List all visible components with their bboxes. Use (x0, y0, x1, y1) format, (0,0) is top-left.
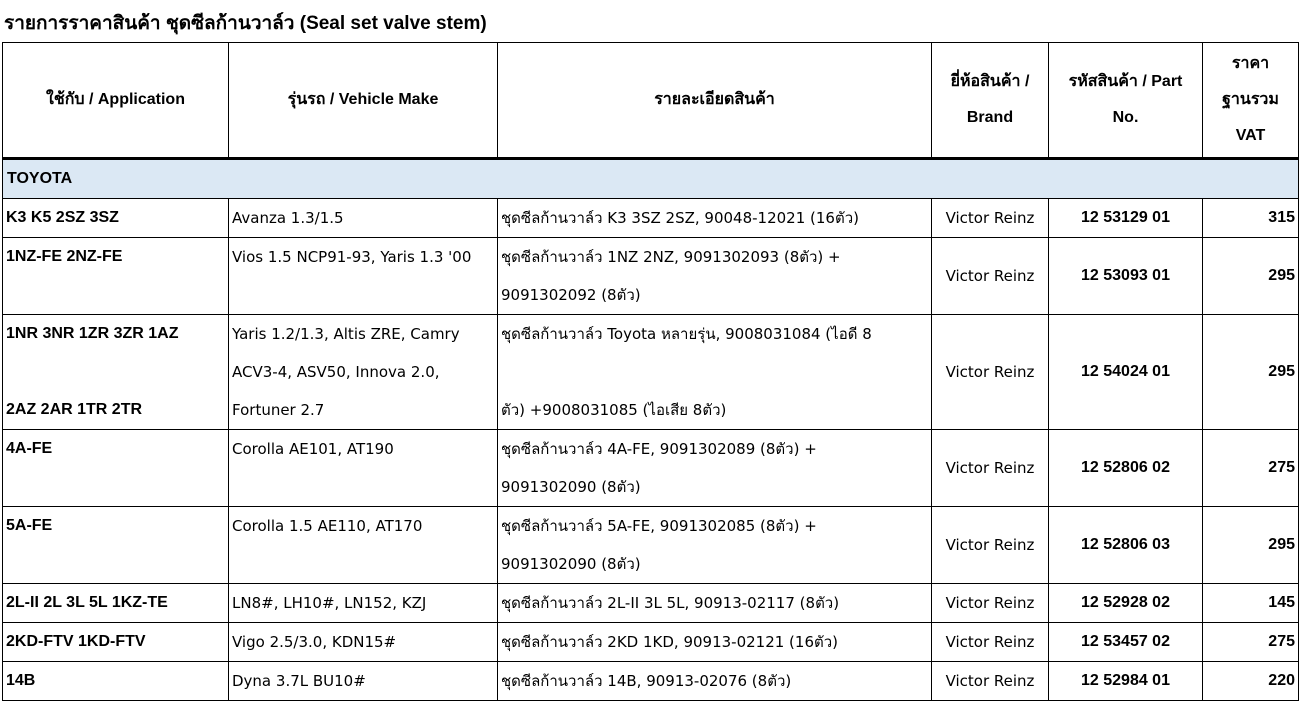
application-line-1: 5A-FE (6, 517, 53, 534)
cell-vehicle-make (229, 430, 498, 507)
vehicle-make-line-1: LN8#, LH10#, LN152, KZJ (232, 594, 427, 612)
header-vehicle-make: รุ่นรถ / Vehicle Make (229, 43, 498, 159)
header-price-line1: ราคา (1231, 55, 1270, 72)
cell-brand: Victor Reinz (932, 507, 1049, 584)
table-row (3, 430, 1299, 507)
cell-description (498, 199, 932, 238)
description-line-2 (501, 353, 928, 391)
cell-part-no: 12 52806 02 (1049, 430, 1203, 507)
cell-application (3, 584, 229, 623)
vehicle-make-line-1: Avanza 1.3/1.5 (232, 209, 344, 227)
cell-price: 315 (1203, 199, 1299, 238)
cell-part-no: 12 52806 03 (1049, 507, 1203, 584)
application-line-1: 1NR 3NR 1ZR 3ZR 1AZ (6, 325, 179, 342)
description-line-1: ชุดซีลก้านวาล์ว 2KD 1KD, 90913-02121 (16ตัว) (501, 633, 839, 651)
description-line-1: ชุดซีลก้านวาล์ว Toyota หลายรุ่น, 9008031084 (ไอดี 8 (501, 325, 872, 343)
cell-description (498, 584, 932, 623)
vehicle-make-line-1: Yaris 1.2/1.3, Altis ZRE, Camry (232, 325, 460, 343)
description-line-2: 9091302090 (8ตัว) (501, 555, 641, 573)
cell-part-no: 12 52928 02 (1049, 584, 1203, 623)
description-line-1: ชุดซีลก้านวาล์ว 5A-FE, 9091302085 (8ตัว) + (501, 517, 817, 535)
cell-description (498, 623, 932, 662)
cell-brand: Victor Reinz (932, 623, 1049, 662)
vehicle-make-line-1: Vios 1.5 NCP91-93, Yaris 1.3 '00 (232, 248, 472, 266)
header-brand-line2: Brand (966, 109, 1014, 126)
cell-vehicle-make (229, 584, 498, 623)
header-description: รายละเอียดสินค้า (498, 43, 932, 159)
table-row (3, 238, 1299, 315)
cell-part-no: 12 54024 01 (1049, 315, 1203, 430)
table-row (3, 623, 1299, 662)
cell-part-no: 12 53457 02 (1049, 623, 1203, 662)
cell-price: 295 (1203, 507, 1299, 584)
cell-brand: Victor Reinz (932, 430, 1049, 507)
cell-price: 220 (1203, 662, 1299, 701)
header-brand-line1: ยี่ห้อสินค้า / (950, 73, 1030, 90)
cell-description (498, 315, 932, 430)
application-spacer (6, 353, 225, 391)
description-line-1: ชุดซีลก้านวาล์ว 14B, 90913-02076 (8ตัว) (501, 672, 792, 690)
cell-description (498, 507, 932, 584)
header-brand (932, 43, 1049, 159)
application-line-1: 2L-II 2L 3L 5L 1KZ-TE (6, 594, 168, 611)
cell-price: 295 (1203, 315, 1299, 430)
cell-vehicle-make (229, 238, 498, 315)
description-line-2: 9091302090 (8ตัว) (501, 478, 641, 496)
table-row (3, 507, 1299, 584)
table-row (3, 199, 1299, 238)
header-part-line2: No. (1112, 109, 1139, 126)
header-price-line3: VAT (1235, 127, 1266, 144)
cell-part-no: 12 53129 01 (1049, 199, 1203, 238)
cell-brand: Victor Reinz (932, 662, 1049, 701)
cell-application (3, 623, 229, 662)
cell-vehicle-make (229, 623, 498, 662)
cell-application (3, 507, 229, 584)
price-table (2, 42, 1299, 701)
cell-brand: Victor Reinz (932, 584, 1049, 623)
table-header-row (3, 43, 1299, 159)
vehicle-make-line-1: Vigo 2.5/3.0, KDN15# (232, 633, 397, 651)
header-part-no (1049, 43, 1203, 159)
vehicle-make-line-2: ACV3-4, ASV50, Innova 2.0, (232, 363, 440, 381)
header-part-line1: รหัสสินค้า / Part (1068, 73, 1183, 90)
cell-vehicle-make (229, 199, 498, 238)
application-line-1: 4A-FE (6, 440, 53, 457)
application-line-1: 2KD-FTV 1KD-FTV (6, 633, 146, 650)
description-line-1: ชุดซีลก้านวาล์ว 2L-II 3L 5L, 90913-02117 (8ตัว) (501, 594, 840, 612)
description-line-2: 9091302092 (8ตัว) (501, 286, 641, 304)
description-line-1: ชุดซีลก้านวาล์ว 1NZ 2NZ, 9091302093 (8ตัว) + (501, 248, 841, 266)
vehicle-make-line-1: Dyna 3.7L BU10# (232, 672, 366, 690)
cell-application (3, 315, 229, 430)
cell-price: 145 (1203, 584, 1299, 623)
cell-vehicle-make (229, 507, 498, 584)
description-line-1: ชุดซีลก้านวาล์ว K3 3SZ 2SZ, 90048-12021 (16ตัว) (501, 209, 859, 227)
cell-description (498, 430, 932, 507)
cell-application (3, 199, 229, 238)
cell-application (3, 430, 229, 507)
description-line-1: ชุดซีลก้านวาล์ว 4A-FE, 9091302089 (8ตัว) + (501, 440, 817, 458)
application-line-1: 14B (6, 672, 36, 689)
cell-price: 295 (1203, 238, 1299, 315)
cell-part-no: 12 52984 01 (1049, 662, 1203, 701)
group-row (3, 159, 1299, 199)
cell-brand: Victor Reinz (932, 238, 1049, 315)
table-row (3, 584, 1299, 623)
application-line-2: 2AZ 2AR 1TR 2TR (6, 401, 143, 418)
vehicle-make-line-3: Fortuner 2.7 (232, 401, 325, 419)
cell-application (3, 238, 229, 315)
page-title: รายการราคาสินค้า ชุดซีลก้านวาล์ว (Seal set valve stem) (4, 13, 487, 34)
cell-price: 275 (1203, 430, 1299, 507)
cell-description (498, 238, 932, 315)
header-price (1203, 43, 1299, 159)
cell-brand: Victor Reinz (932, 315, 1049, 430)
cell-price: 275 (1203, 623, 1299, 662)
header-price-line2: ฐานรวม (1222, 91, 1279, 108)
description-line-3: ตัว) +9008031085 (ไอเสีย 8ตัว) (501, 401, 727, 419)
vehicle-make-line-1: Corolla AE101, AT190 (232, 440, 394, 458)
application-line-1: K3 K5 2SZ 3SZ (6, 209, 119, 226)
cell-part-no: 12 53093 01 (1049, 238, 1203, 315)
header-application: ใช้กับ / Application (3, 43, 229, 159)
cell-vehicle-make (229, 315, 498, 430)
cell-brand: Victor Reinz (932, 199, 1049, 238)
application-line-1: 1NZ-FE 2NZ-FE (6, 248, 123, 265)
table-row (3, 315, 1299, 430)
vehicle-make-line-1: Corolla 1.5 AE110, AT170 (232, 517, 423, 535)
group-label: TOYOTA (3, 159, 1299, 199)
